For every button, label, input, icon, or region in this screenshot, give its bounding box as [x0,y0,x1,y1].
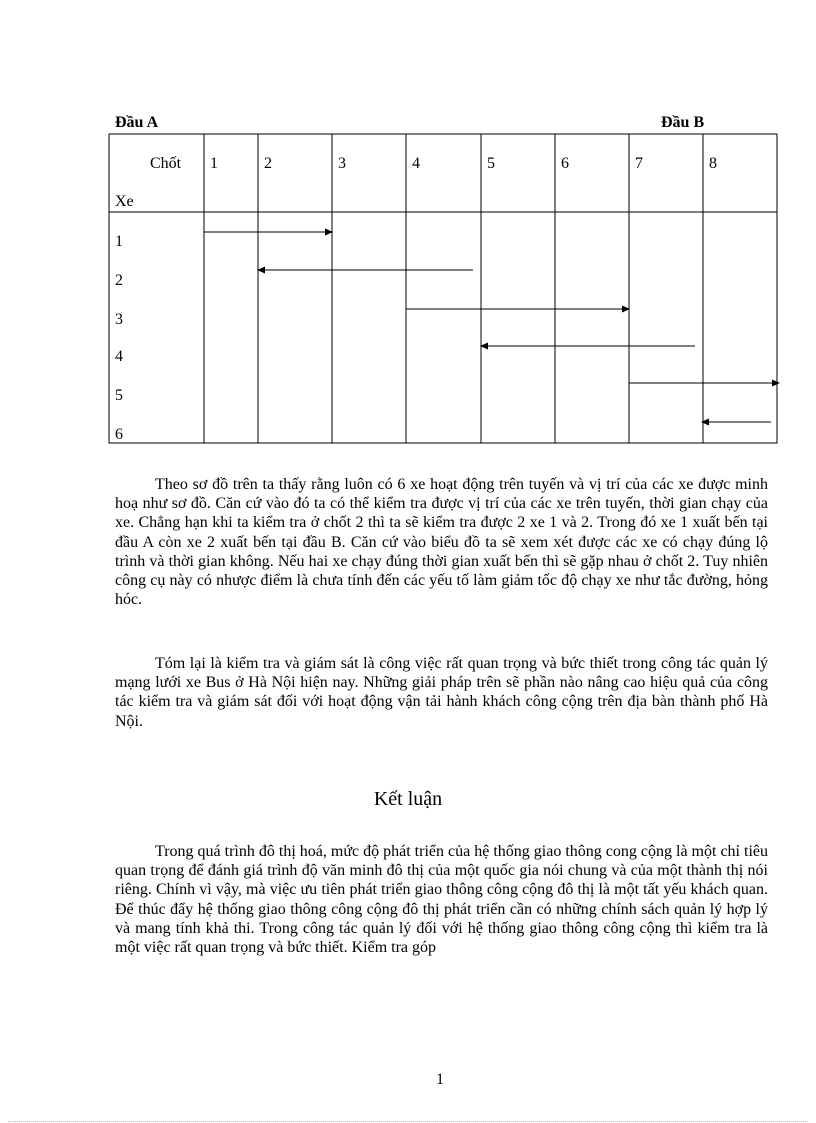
end-b-label: Đầu B [661,114,705,131]
bus-checkpoint-diagram [0,0,816,460]
checkpoint-label: 6 [561,155,569,172]
page-bottom-rule [8,1121,808,1122]
checkpoint-label: 2 [264,155,272,172]
vehicle-label: 6 [115,426,123,443]
diagram-header [115,155,182,210]
vehicle-label: 1 [115,233,123,250]
checkpoint-label: 1 [210,155,218,172]
checkpoint-labels [210,155,717,172]
diagram-border [109,134,777,443]
paragraph-summary: Tóm lại là kiểm tra và giám sát là công việc rất quan trọng và bức thiết trong công tác quản lý mạng lưới xe Bus ở Hà Nội hiện nay. Những giải pháp trên sẽ phần nào nâng cao hiệu quả của công tác kiểm tra và giám sát đối với hoạt động vận tải hành khách công cộng trên địa bàn thành phố Hà Nội. [115,655,768,730]
vehicle-label: 3 [115,311,123,328]
vehicle-header-label: Xe [115,193,134,210]
checkpoint-label: 7 [635,155,643,172]
vehicle-labels [115,233,123,443]
checkpoint-label: 8 [709,155,717,172]
vehicle-label: 2 [115,272,123,289]
trip-arrows [204,232,779,422]
vehicle-label: 5 [115,387,123,404]
checkpoint-label: 4 [412,155,420,172]
checkpoint-header-label: Chốt [150,155,182,172]
section-heading-conclusion: Kết luận [373,788,443,810]
checkpoint-label: 3 [338,155,346,172]
paragraph-diagram-explanation: Theo sơ đồ trên ta thấy rằng luôn có 6 xe hoạt động trên tuyến và vị trí của các xe được minh hoạ như sơ đồ. Căn cứ vào đó ta có thể kiểm tra được vị trí của các xe trên tuyến, thời gian chạy của xe. Chẳng hạn khi ta kiểm tra ở chốt 2 thì ta sẽ kiểm tra được 2 xe 1 và 2. Trong đó xe 1 xuất bến tại đầu A còn xe 2 xuất bến tại đầu B. Căn cứ vào biểu đồ ta sẽ xem xét được các xe có chạy đúng lộ trình và thời gian không. Nếu hai xe chạy đúng thời gian xuất bến thì sẽ gặp nhau ở chốt 2. Tuy nhiên công cụ này có nhược điểm là chưa tính đến các yếu tố làm giảm tốc độ chạy xe như tắc đường, hỏng hóc. [115,476,768,609]
page-number: 1 [436,1071,444,1088]
checkpoint-label: 5 [487,155,495,172]
vehicle-label: 4 [115,348,123,365]
paragraph-conclusion: Trong quá trình đô thị hoá, mức độ phát triển của hệ thống giao thông cong cộng là một chỉ tiêu quan trọng để đánh giá trình độ văn minh đô thị của một quốc gia nói chung và của một thành thị nói riêng. Chính vì vậy, mà việc ưu tiên phát triển giao thông công cộng đô thị là một tất yếu khách quan. Để thúc đẩy hệ thống giao thông công cộng đô thị phát triển cần có những chính sách quản lý hợp lý và mang tính khả thi. Trong công tác quản lý đối với hệ thống giao thông công cộng thì kiểm tra là một việc rất quan trọng và bức thiết. Kiểm tra góp [115,843,768,957]
end-a-label: Đầu A [115,114,159,131]
diagram-grid [109,134,777,443]
